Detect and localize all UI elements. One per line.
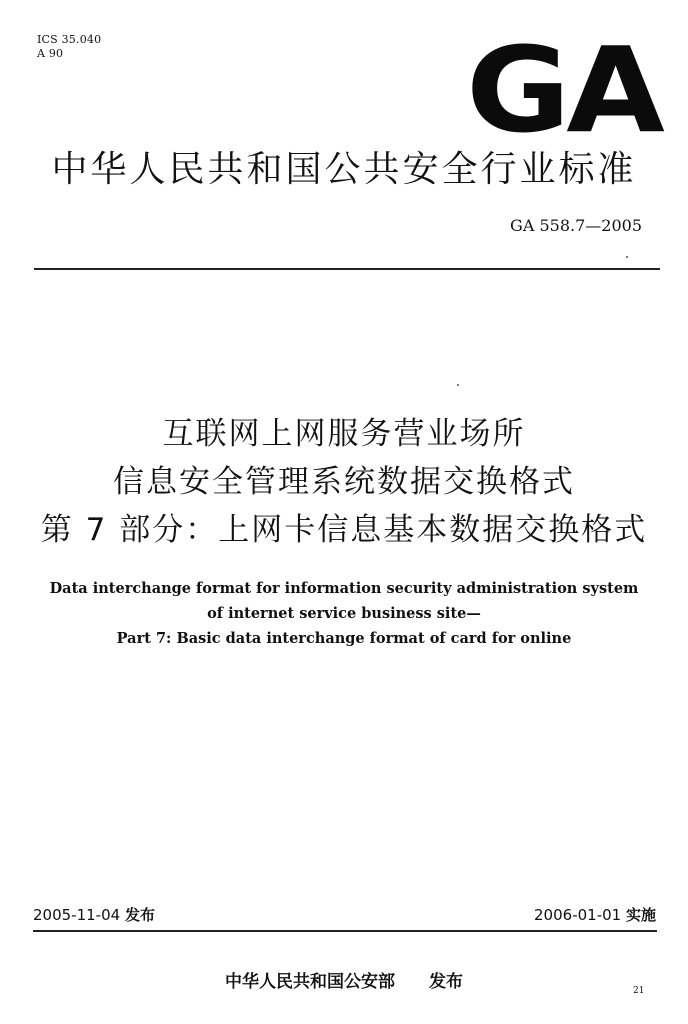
scan-speck xyxy=(457,384,459,386)
english-title-line-1: Data interchange format for information security administration system xyxy=(49,580,639,597)
issue-label: 发布 xyxy=(124,906,155,924)
page-number: 21 xyxy=(633,986,645,996)
ccs-code: A 90 xyxy=(37,47,64,60)
publisher-name: 中华人民共和国公安部 xyxy=(225,972,395,992)
standard-category: 中华人民共和国公共安全行业标准 xyxy=(51,149,637,190)
standard-number: GA 558.7—2005 xyxy=(510,216,642,235)
classification-codes xyxy=(37,33,101,61)
publisher xyxy=(0,970,688,994)
chinese-title xyxy=(0,410,688,554)
english-title-line-3: Part 7: Basic data interchange format of card for online xyxy=(116,630,572,647)
chinese-title-line-2: 信息安全管理系统数据交换格式 xyxy=(113,464,575,500)
issue-date xyxy=(33,905,155,925)
english-title-line-2: of internet service business site— xyxy=(207,605,481,622)
scan-speck xyxy=(626,256,628,258)
implementation-label: 实施 xyxy=(625,906,656,924)
implementation-date xyxy=(534,905,656,925)
top-divider xyxy=(34,268,660,270)
publish-label: 发布 xyxy=(429,972,463,992)
chinese-title-line-3: 第 7 部分：上网卡信息基本数据交换格式 xyxy=(40,512,648,548)
chinese-title-line-1: 互联网上网服务营业场所 xyxy=(162,416,526,452)
ga-logo: GA xyxy=(466,21,661,159)
ics-code: ICS 35.040 xyxy=(37,33,102,46)
issue-date-value: 2005-11-04 xyxy=(33,906,121,924)
bottom-divider xyxy=(33,930,657,932)
implementation-date-value: 2006-01-01 xyxy=(534,906,622,924)
english-title xyxy=(0,576,688,651)
